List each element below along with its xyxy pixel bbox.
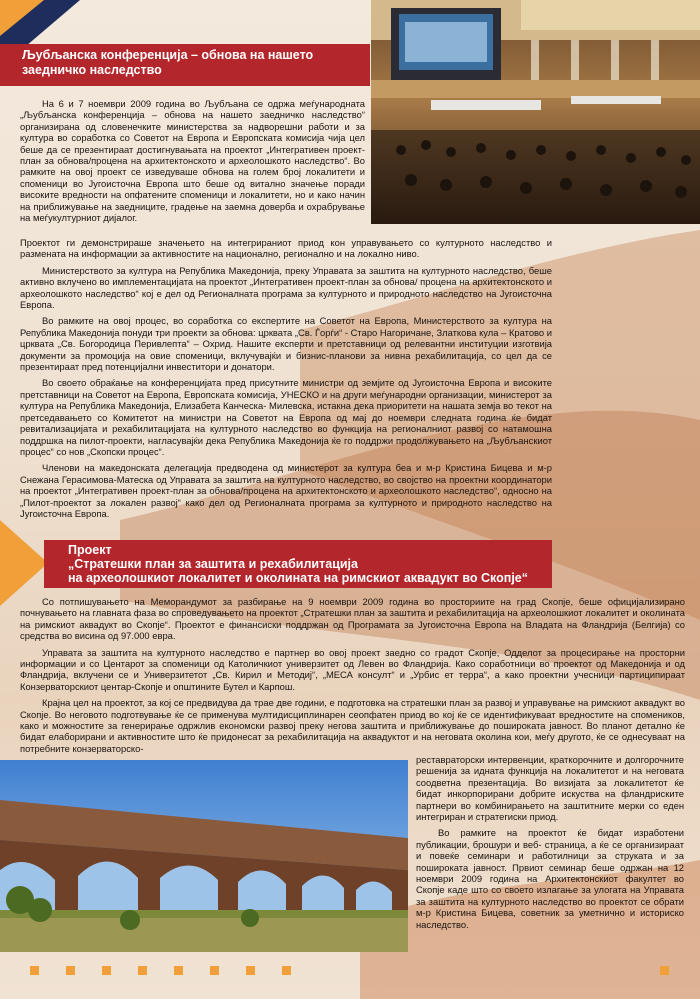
article1-paragraph: Во рамките на овој процес, во соработка со експертите на Советот на Европа, Министерството за култура на Република Македонија понуди три проекти за обнова: црквата „Св. Ѓорѓи“ - Старо Нагоричане, Златкова кула – Кратово и црквата „Св. Богородица Перивлепта“ – Охрид. Нашите експерти и претставници од релевантни институции изготвија документи за промоција на овие споменици, вклучувајќи и бизнис-планови за нивна рехабилитација, со цел да се презентираат пред потенцијални инвеститори и донатори. <box>20 315 552 373</box>
article2-paragraph: Управата за заштита на културното наследство е партнер во овој проект заедно со градот Скопје, Одделот за процесирање на просторни информации и со Центарот за споменици од Католичкиот универзитет од Левен во Фландрија. Како соработници во проектот од Македонија и од Фландрија, вклучени се и Универзитетот „Св. Кирил и Методиј“, „МЕСА консулт“ и „Урбис ет терра“, а како проектни учесници партиципираат Конзерваторскиот центар-Скопје и општините Бутел и Карпош. <box>20 646 685 692</box>
article2-column <box>416 754 684 935</box>
footer-dot <box>66 966 75 975</box>
article1-paragraph: Членови на македонската делегација предводена од министерот за култура беа и м-р Кристина Бицева и м-р Снежана Герасимова-Матеска од Управата за заштита на културното наследство, во својство на проектни координатори на проектот „Интегративен проект-план за обнова/процена на архитектонското и археолошкото наследство“, односно на „Пилот-проектот за локален развој“ како дел од Регионалната програма за културното и природното наследство на Југоисточна Европа. <box>20 462 552 519</box>
article2-paragraph: Крајна цел на проектот, за кој се предвидува да трае две години, е подготовка на стратешки план за развој и управување на римскиот аквадукт во Скопје. Во неговото подготвување ќе се применува мултидисциплинарен сеопфатен приод во кој ќе се идентификуваат вредностите на спомеников, како и можностите за генерирање одржлив економски развој преку негова заштита и приближување до пошироката јавност. Во планот детално ќе бидат елаборирани и активностите што ќе придонесат за рехабилитација на аквадуктот и на неговата околина кои, меѓу другото, ќе се однесуваат на потребните конзерваторско- <box>20 697 685 754</box>
article2-paragraph: реставраторски интервенции, краткорочните и долгорочните решенија за идната функција на локалитетот и на неговата соодветна презентација. Во визијата за локалитетот ќе бидат инкорпорирани добрите искуства на фландриските партнери во комбинирањето на заштитните мерки со еден интегриран и стратегиски приод. <box>416 754 684 823</box>
orange-arrow-ornament <box>0 520 48 606</box>
footer-dot <box>282 966 291 975</box>
project-title-banner <box>44 540 552 588</box>
section-title-banner <box>0 44 370 86</box>
article1-paragraph: Министерството за култура на Република Македонија, преку Управата за заштита на културното наследство, беше активно вклучено во имплементацијата на проектот „Интегративен проект-план за обнова/ процена на архитектонското и археолошкото наследство“ кој е дел од Регионалната програма за културното и природното наследство на Југоисточна Европа. <box>20 264 552 311</box>
project-title-line1: Проект <box>68 543 112 557</box>
conference-hall-photo <box>371 0 700 224</box>
project-title-line2: „Стратешки план за заштита и рехабилитација <box>68 557 358 571</box>
footer-dot <box>246 966 255 975</box>
project-title-line3: на археолошкиот локалитет и околината на римскиот аквадукт во Скопје“ <box>68 571 528 585</box>
section-title-line2: заедничко наследство <box>22 63 162 77</box>
section-title-line1: Љубљанска конференција – обнова на нашето <box>22 48 314 62</box>
article1-intro <box>20 98 365 228</box>
footer-dot <box>138 966 147 975</box>
footer-dot <box>174 966 183 975</box>
article1-paragraph: На 6 и 7 ноември 2009 година во Љубљана се одржа меѓународната „Љубљанска конференција – обнова на нашето заедничко наследство“ организирана од словенечките министерства за надворешни работи и за култура во соработка со Советот на Европа и Европската комисија чија цел беше да се презентираат достигнувањата на проектот „Интегративен проект-план за обнова/процена на архитектонското и археолошкото наследство“. Во рамките на овој проект се изведуваше обнова на голем број локалитети и споменици во Југоисточна Европа што беше од витално значење поради високите вредности на опфатените споменици и локалитети, но и како начин на приближување на заедниците, градење на заемна доверба и охрабрување на меѓукултурниот дијалог. <box>20 98 365 224</box>
article2-paragraph: Со потпишувањето на Меморандумот за разбирање на 9 ноември 2009 година во просториите на град Скопје, беше официјализирано почнувањето на главната фаза во спроведувањето на проектот „Стратешки план за заштита и рехабилитација на археолошкиот локалитет и околината на римскиот аквадукт во Скопје“. Проектот е финансиски поддржан од Програмата за Југоисточна Европа на Владата на Фландрија (Белгија) со средства во висина од 97.000 евра. <box>20 596 685 642</box>
article1-paragraph: Во своето обраќање на конференцијата пред присутните министри од земјите од Југоисточна Европа и високите претставници на Советот на Европа, Европската комисија, УНЕСКО и на други меѓународни организации, министерот за култура на Република Македонија, Елизабета Канческа- Милевска, истакна дека приоритети на нашата земја во текот на претседавањето со Комитетот на министри на Советот на Европа од мај до ноември следната година ќе бидат ревитализацијата и рехабилитацијата на културното наследство во функција на регионалниот развој со натамошна поддршка на пилот-проекти, нагласувајќи дека Република Македонија ќе го поддржи продолжувањето на „Љубљанскиот процес“ со нов „Скопски процес“. <box>20 377 552 457</box>
article2-body <box>20 596 685 759</box>
footer-dot <box>30 966 39 975</box>
footer-dot <box>102 966 111 975</box>
footer-dot <box>660 966 669 975</box>
footer-dot <box>210 966 219 975</box>
corner-ornament <box>0 0 80 46</box>
article1-body <box>20 237 552 524</box>
aqueduct-photo <box>0 760 408 952</box>
article2-paragraph: Во рамките на проектот ќе бидат изработени публикации, брошури и веб- страница, а ќе се организираат и повеќе семинари и работилници за струката и за пошироката јавност. Првиот семинар беше одржан на 12 ноември 2009 година на Архитектонскиот факултет во Скопје каде што со своето излагање за улогата на Управата за заштита на културното наследство во проектот се обрати м-р Кристина Бицева, советник за уметнично и историско наследство. <box>416 827 684 930</box>
article1-paragraph: Проектот ги демонстрираше значењето на интегрираниот приод кон управувањето со културното наследство и размената на информации за активностите на национално, регионално и на локално ниво. <box>20 237 552 260</box>
